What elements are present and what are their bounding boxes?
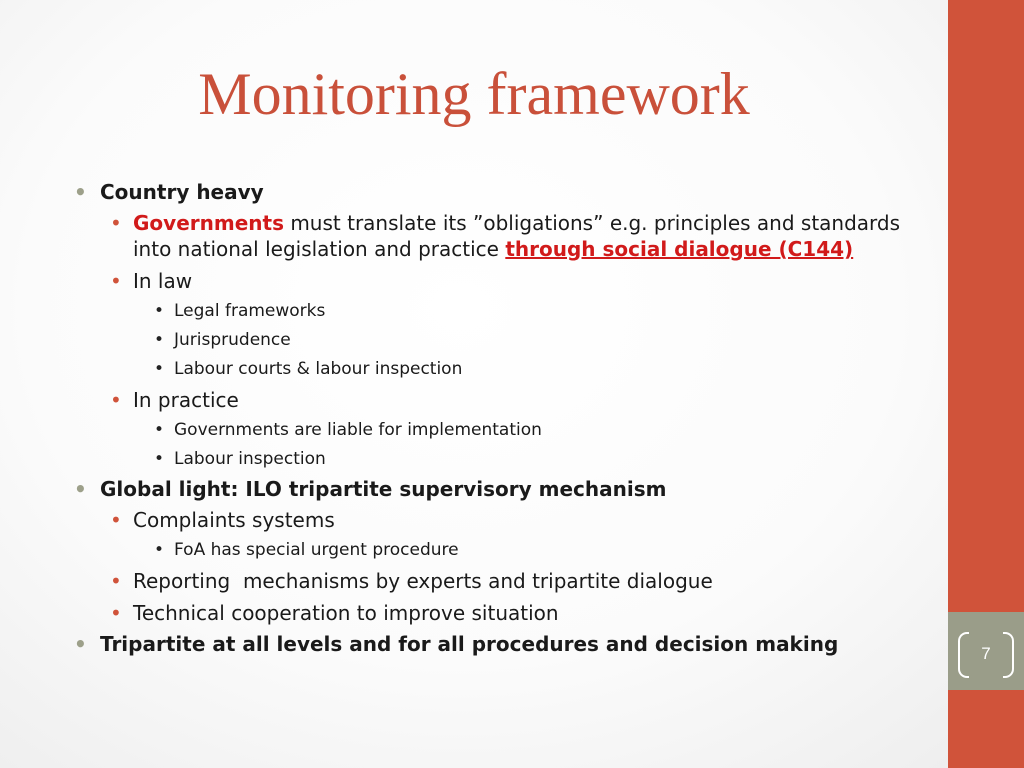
list-item [74, 600, 924, 626]
bullet-text: Reporting mechanisms by experts and tripartite dialogue [133, 569, 713, 593]
list-item [74, 507, 924, 533]
bullet-text: Technical cooperation to improve situation [133, 601, 559, 625]
bullet-dot-icon: • [110, 388, 122, 412]
list-item [74, 300, 924, 323]
bullet-dot-icon: • [110, 569, 122, 593]
bullet-dot-icon: • [154, 449, 165, 469]
list-item [74, 448, 924, 471]
bullet-dot-icon: • [154, 540, 165, 560]
slide-title: Monitoring framework [198, 61, 750, 127]
bullet-dot-icon: • [154, 420, 165, 440]
bullet-dot-icon: • [74, 632, 87, 656]
bullet-text: Labour inspection [174, 449, 326, 469]
bullet-text: Global light: ILO tripartite supervisory mechanism [100, 477, 667, 501]
list-item [74, 210, 924, 262]
bullet-text: In practice [133, 388, 239, 412]
bullet-text: Governments are liable for implementation [174, 420, 542, 440]
list-item [74, 632, 924, 656]
bullet-dot-icon: • [110, 269, 122, 293]
bullet-text: Tripartite at all levels and for all procedures and decision making [100, 632, 839, 656]
list-item [74, 387, 924, 413]
bullet-text: Country heavy [100, 180, 264, 204]
bullet-dot-icon: • [74, 180, 87, 204]
emphasis-text: Governments [133, 211, 284, 235]
bullet-dot-icon: • [154, 330, 165, 350]
bullet-text: FoA has special urgent procedure [174, 540, 459, 560]
bullet-text: Complaints systems [133, 508, 335, 532]
page-number: 7 [981, 644, 991, 663]
list-item [74, 180, 924, 204]
bullet-dot-icon: • [110, 211, 122, 235]
bullet-text: In law [133, 269, 193, 293]
list-item [74, 477, 924, 501]
bullet-text: must translate its ”obligations” e.g. principles and standards into national legislation and practice [133, 211, 901, 261]
bullet-text: Legal frameworks [174, 301, 326, 321]
list-item [74, 329, 924, 352]
bullet-list [74, 180, 924, 662]
c144-link[interactable]: through social dialogue (C144) [505, 237, 854, 261]
bullet-dot-icon: • [74, 477, 87, 501]
bullet-dot-icon: • [110, 508, 122, 532]
bullet-dot-icon: • [154, 359, 165, 379]
list-item [74, 419, 924, 442]
bullet-dot-icon: • [110, 601, 122, 625]
bullet-text: Jurisprudence [174, 330, 291, 350]
list-item [74, 268, 924, 294]
list-item [74, 568, 924, 594]
bullet-dot-icon: • [154, 301, 165, 321]
bullet-text: Labour courts & labour inspection [174, 359, 463, 379]
list-item [74, 539, 924, 562]
list-item [74, 358, 924, 381]
